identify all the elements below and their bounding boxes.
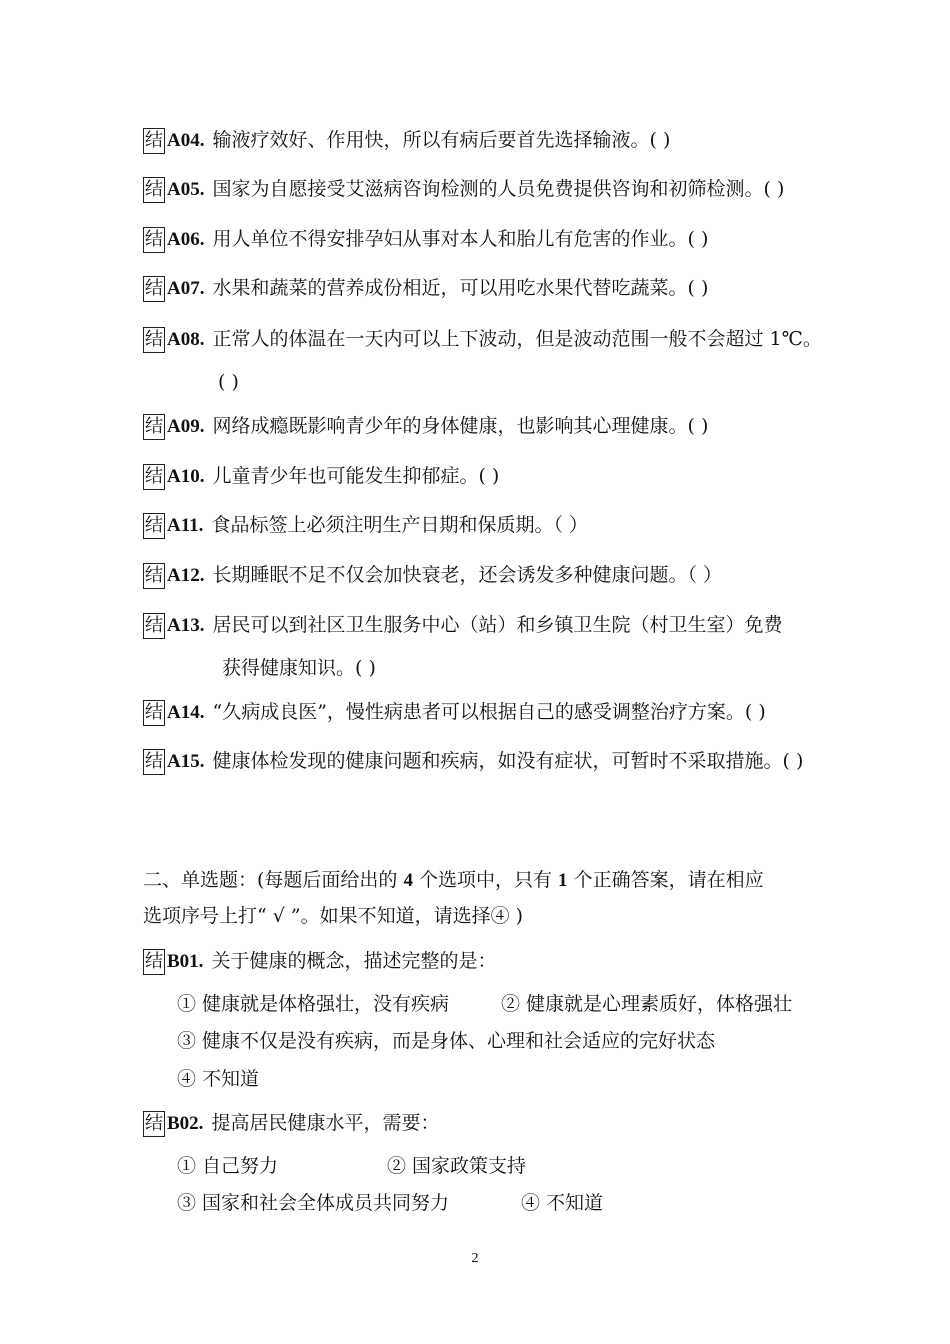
marker-box: 结: [143, 327, 165, 353]
question-text: 居民可以到社区卫生服务中心（站）和乡镇卫生院（村卫生室）免费: [212, 614, 783, 636]
question-text: 国家为自愿接受艾滋病咨询检测的人员免费提供咨询和初筛检测。( ): [212, 178, 785, 200]
question-number: A07.: [167, 278, 205, 299]
question-a07: [143, 276, 708, 302]
question-a10: [143, 464, 499, 490]
question-number: A11.: [167, 515, 204, 536]
question-number: A15.: [167, 751, 205, 772]
marker-box: 结: [143, 414, 165, 440]
marker-box: 结: [143, 513, 165, 539]
question-text: 网络成瘾既影响青少年的身体健康，也影响其心理健康。( ): [212, 415, 709, 437]
question-text: 输液疗效好、作用快，所以有病后要首先选择输液。( ): [212, 129, 671, 151]
marker-box: 结: [143, 1111, 165, 1137]
question-number: A12.: [167, 565, 205, 586]
question-a08-continuation: ( ): [218, 371, 239, 393]
question-text: 正常人的体温在一天内可以上下波动，但是波动范围一般不会超过 1℃。: [212, 328, 822, 350]
question-b02: [143, 1111, 439, 1137]
question-a08: [143, 327, 822, 353]
question-a06: [143, 227, 708, 253]
question-a13: [143, 613, 783, 639]
marker-box: 结: [143, 700, 165, 726]
section-heading-part: 个选项中，只有: [412, 869, 559, 891]
section-heading: [143, 868, 764, 893]
question-b01: [143, 949, 496, 975]
b02-option-2[interactable]: ② 国家政策支持: [387, 1155, 527, 1177]
question-a09: [143, 414, 708, 440]
b01-option-4[interactable]: ④ 不知道: [177, 1068, 260, 1090]
marker-box: 结: [143, 128, 165, 154]
question-text: 提高居民健康水平，需要：: [211, 1112, 440, 1134]
question-number: A09.: [167, 416, 205, 437]
question-a04: [143, 128, 670, 154]
section-heading-part: 二、单选题：(每题后面给出的: [143, 869, 404, 891]
section-instruction: 选项序号上打“ √ ”。如果不知道，请选择④ ): [143, 905, 524, 927]
question-number: A04.: [167, 130, 205, 151]
question-number: B01.: [167, 951, 204, 972]
question-a12: [143, 563, 722, 589]
question-text: 关于健康的概念，描述完整的是：: [211, 950, 497, 972]
b02-option-3[interactable]: ③ 国家和社会全体成员共同努力: [177, 1192, 450, 1214]
question-number: A13.: [167, 615, 205, 636]
question-a15: [143, 749, 803, 775]
section-heading-count: 4: [403, 870, 413, 891]
question-number: A08.: [167, 329, 205, 350]
marker-box: 结: [143, 276, 165, 302]
question-text: “久病成良医”，慢性病患者可以根据自己的感受调整治疗方案。( ): [212, 701, 766, 723]
page-number: 2: [471, 1251, 479, 1266]
question-text: 长期睡眠不足不仅会加快衰老，还会诱发多种健康问题。（ ）: [212, 564, 723, 586]
marker-box: 结: [143, 563, 165, 589]
question-number: A10.: [167, 466, 205, 487]
question-number: A05.: [167, 179, 205, 200]
question-a14: [143, 700, 766, 726]
b01-option-3[interactable]: ③ 健康不仅是没有疾病，而是身体、心理和社会适应的完好状态: [177, 1030, 716, 1052]
marker-box: 结: [143, 177, 165, 203]
section-heading-part: 个正确答案，请在相应: [567, 869, 764, 891]
b02-option-1[interactable]: ① 自己努力: [177, 1155, 279, 1177]
question-a11: [143, 513, 588, 539]
question-text: 儿童青少年也可能发生抑郁症。( ): [212, 465, 500, 487]
marker-box: 结: [143, 949, 165, 975]
question-a13-continuation: 获得健康知识。( ): [222, 657, 376, 679]
question-number: A14.: [167, 702, 205, 723]
b01-option-1[interactable]: ① 健康就是体格强壮，没有疾病: [177, 993, 450, 1015]
question-a05: [143, 177, 784, 203]
marker-box: 结: [143, 749, 165, 775]
question-text: 食品标签上必须注明生产日期和保质期。（ ）: [211, 514, 588, 536]
b01-option-2[interactable]: ② 健康就是心理素质好，体格强壮: [501, 993, 793, 1015]
question-number: B02.: [167, 1113, 204, 1134]
marker-box: 结: [143, 227, 165, 253]
section-heading-count: 1: [558, 870, 568, 891]
marker-box: 结: [143, 464, 165, 490]
marker-box: 结: [143, 613, 165, 639]
question-text: 用人单位不得安排孕妇从事对本人和胎儿有危害的作业。( ): [212, 228, 709, 250]
question-number: A06.: [167, 229, 205, 250]
b02-option-4[interactable]: ④ 不知道: [521, 1192, 604, 1214]
question-text: 健康体检发现的健康问题和疾病，如没有症状，可暂时不采取措施。( ): [212, 750, 804, 772]
question-text: 水果和蔬菜的营养成份相近，可以用吃水果代替吃蔬菜。( ): [212, 277, 709, 299]
